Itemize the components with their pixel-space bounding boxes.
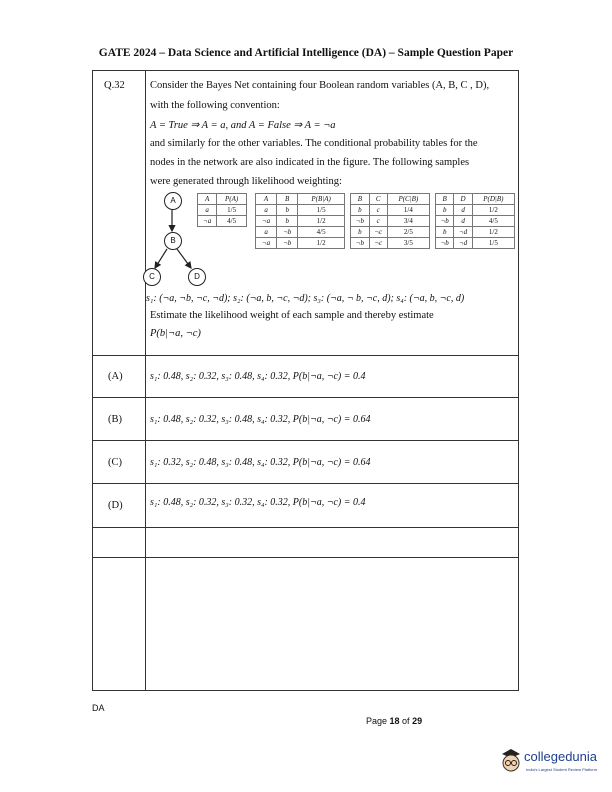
cpt-cell: ¬b (277, 238, 298, 249)
option-a-label: (A) (108, 371, 123, 382)
cpt-row (351, 227, 430, 238)
cpt-cell: ¬c (369, 227, 387, 238)
cpt-cell: A (256, 194, 277, 205)
cpt-row (351, 216, 430, 227)
cpt-row (256, 205, 345, 216)
cpt-cell: ¬b (351, 216, 370, 227)
question-line: Consider the Bayes Net containing four Boolean random variables (A, B, C , D), (150, 80, 490, 91)
cpt-row (256, 238, 345, 249)
cpt-table (197, 193, 247, 227)
option-d-label: (D) (108, 500, 123, 511)
cpt-cell: B (277, 194, 298, 205)
cpt-cell: 4/5 (298, 227, 345, 238)
cpt-header (256, 194, 345, 205)
option-c[interactable]: s₁: 0.32, s₂: 0.48, s₃: 0.48, s₄: 0.32, P(b|¬a, ¬c) = 0.64 (150, 457, 371, 468)
question-line: A = True ⇒ A = a, and A = False ⇒ A = ¬a (150, 120, 336, 131)
page-number: Page 18 of 29 (366, 716, 423, 726)
samples: s₁: (¬a, ¬b, ¬c, ¬d); s₂: (¬a, b, ¬c, ¬d); s₃: (¬a, ¬ b, ¬c, d); s₄: (¬a, b, ¬c, d) (146, 293, 465, 304)
cpt-row (351, 238, 430, 249)
cpt-cell: 4/5 (472, 216, 514, 227)
question-line: with the following convention: (150, 100, 280, 111)
cpt-row (256, 227, 345, 238)
cpt-cell: P(C|B) (387, 194, 429, 205)
cpt-cell: 3/4 (387, 216, 429, 227)
cpt-table (350, 193, 430, 249)
cpt-row (351, 205, 430, 216)
cpt-cell: b (351, 205, 370, 216)
cpt-row (198, 205, 247, 216)
cpt-cell: P(D|B) (472, 194, 514, 205)
cpt-row (198, 216, 247, 227)
cpt-cell: 1/2 (298, 238, 345, 249)
cpt-header (198, 194, 247, 205)
cpt-cell: ¬c (369, 238, 387, 249)
cpt-cell: d (454, 205, 472, 216)
cpt-cell: b (351, 227, 370, 238)
option-a[interactable]: s₁: 0.48, s₂: 0.32, s₃: 0.48, s₄: 0.32, P(b|¬a, ¬c) = 0.4 (150, 371, 366, 382)
question-target: P(b|¬a, ¬c) (150, 328, 201, 339)
cpt-cell: 1/2 (472, 227, 514, 238)
cpt-cell: B (436, 194, 454, 205)
cpt-cell: P(A) (217, 194, 247, 205)
cpt-cell: ¬d (454, 238, 472, 249)
cpt-cell: b (436, 205, 454, 216)
cpt-cell: 3/5 (387, 238, 429, 249)
option-c-label: (C) (108, 457, 122, 468)
cpt-cell: A (198, 194, 217, 205)
node-c: C (143, 268, 161, 286)
cpt-cell: b (436, 227, 454, 238)
cpt-cell: 1/5 (217, 205, 247, 216)
cpt-row (436, 205, 515, 216)
option-b[interactable]: s₁: 0.48, s₂: 0.32, s₃: 0.48, s₄: 0.32, P(b|¬a, ¬c) = 0.64 (150, 414, 371, 425)
cpt-cell: a (256, 205, 277, 216)
cpt-cell: 1/5 (298, 205, 345, 216)
cpt-cell: D (454, 194, 472, 205)
cpt-cell: a (256, 227, 277, 238)
cpt-row (436, 216, 515, 227)
logo-tagline: India's Largest Student Review Platform (526, 767, 598, 772)
footer-subject: DA (92, 703, 105, 713)
question-line: nodes in the network are also indicated in the figure. The following samples (150, 157, 470, 168)
cpt-cell: 1/2 (472, 205, 514, 216)
cpt-row (436, 238, 515, 249)
page-header: GATE 2024 – Data Science and Artificial Intelligence (DA) – Sample Question Paper (98, 47, 514, 59)
cpt-cell: ¬a (256, 238, 277, 249)
question-number: Q.32 (104, 80, 125, 91)
cpt-cell: 2/5 (387, 227, 429, 238)
cpt-row (256, 216, 345, 227)
cpt-cell: ¬b (436, 238, 454, 249)
node-b: B (164, 232, 182, 250)
question-line: were generated through likelihood weighting: (150, 176, 342, 187)
cpt-header (436, 194, 515, 205)
cpt-cell: ¬a (198, 216, 217, 227)
cpt-cell: b (277, 205, 298, 216)
cpt-cell: ¬a (256, 216, 277, 227)
cpt-table (255, 193, 345, 249)
cpt-row (436, 227, 515, 238)
cpt-cell: c (369, 205, 387, 216)
logo-name: collegedunia (524, 749, 598, 764)
cpt-cell: ¬b (436, 216, 454, 227)
question-line: and similarly for the other variables. The conditional probability tables for the (150, 138, 478, 149)
node-d: D (188, 268, 206, 286)
cpt-cell: ¬d (454, 227, 472, 238)
logo-mascot-icon (500, 748, 522, 774)
cpt-cell: c (369, 216, 387, 227)
cpt-table (435, 193, 515, 249)
cpt-cell: a (198, 205, 217, 216)
cpt-cell: C (369, 194, 387, 205)
cpt-header (351, 194, 430, 205)
cpt-cell: P(B|A) (298, 194, 345, 205)
cpt-cell: ¬b (351, 238, 370, 249)
cpt-cell: 1/4 (387, 205, 429, 216)
node-a: A (164, 192, 182, 210)
option-b-label: (B) (108, 414, 122, 425)
cpt-cell: ¬b (277, 227, 298, 238)
cpt-cell: b (277, 216, 298, 227)
question-line: Estimate the likelihood weight of each sample and thereby estimate (150, 310, 434, 321)
cpt-cell: B (351, 194, 370, 205)
cpt-cell: 1/5 (472, 238, 514, 249)
cpt-cell: 1/2 (298, 216, 345, 227)
cpt-cell: 4/5 (217, 216, 247, 227)
cpt-cell: d (454, 216, 472, 227)
option-d[interactable]: s₁: 0.48, s₂: 0.32, s₃: 0.32, s₄: 0.32, P(b|¬a, ¬c) = 0.4 (150, 497, 366, 508)
